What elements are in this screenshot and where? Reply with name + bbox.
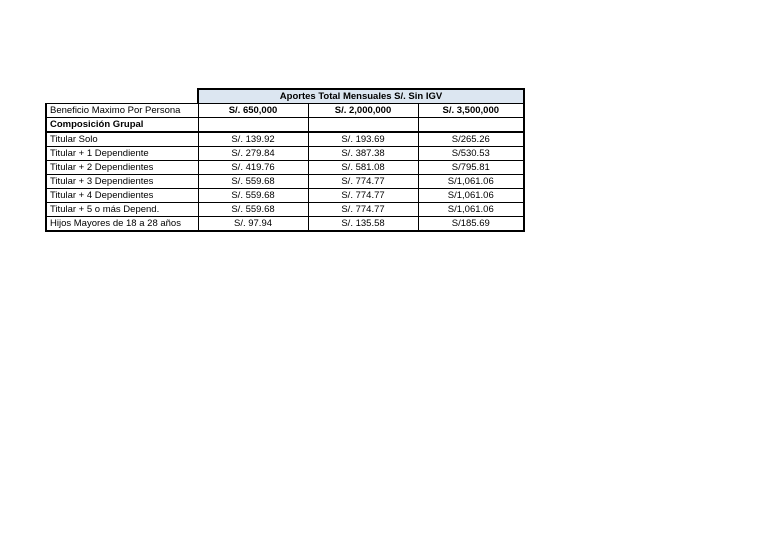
group-header-row — [46, 118, 524, 133]
row-label: Titular + 3 Dependientes — [46, 175, 198, 189]
row-value: S/. 581.08 — [308, 161, 418, 175]
table-row — [46, 147, 524, 161]
table-row — [46, 161, 524, 175]
empty-cell — [308, 118, 418, 133]
pricing-sheet — [45, 88, 523, 232]
row-value: S/. 419.76 — [198, 161, 308, 175]
row-value: S/. 774.77 — [308, 175, 418, 189]
group-label: Composición Grupal — [46, 118, 198, 133]
row-value: S/1,061.06 — [418, 189, 524, 203]
table-row — [46, 132, 524, 147]
row-value: S/. 139.92 — [198, 132, 308, 147]
row-label: Titular + 5 o más Depend. — [46, 203, 198, 217]
row-label: Hijos Mayores de 18 a 28 años — [46, 217, 198, 232]
benefit-label: Beneficio Maximo Por Persona — [46, 104, 198, 118]
row-value: S/265.26 — [418, 132, 524, 147]
row-value: S/. 279.84 — [198, 147, 308, 161]
table-row — [46, 203, 524, 217]
row-label: Titular + 2 Dependientes — [46, 161, 198, 175]
row-value: S/795.81 — [418, 161, 524, 175]
row-value: S/185.69 — [418, 217, 524, 232]
table-row — [46, 175, 524, 189]
blank-corner-cell — [46, 89, 198, 104]
row-value: S/. 559.68 — [198, 189, 308, 203]
benefit-value: S/. 650,000 — [198, 104, 308, 118]
row-value: S/1,061.06 — [418, 203, 524, 217]
row-label: Titular + 1 Dependiente — [46, 147, 198, 161]
table-header-title: Aportes Total Mensuales S/. Sin IGV — [198, 89, 524, 104]
header-row — [46, 89, 524, 104]
benefit-row — [46, 104, 524, 118]
row-value: S/530.53 — [418, 147, 524, 161]
pricing-table — [45, 88, 525, 232]
table-row — [46, 217, 524, 232]
row-value: S/. 559.68 — [198, 203, 308, 217]
empty-cell — [418, 118, 524, 133]
row-value: S/1,061.06 — [418, 175, 524, 189]
row-value: S/. 774.77 — [308, 203, 418, 217]
row-value: S/. 387.38 — [308, 147, 418, 161]
empty-cell — [198, 118, 308, 133]
row-label: Titular + 4 Dependientes — [46, 189, 198, 203]
row-label: Titular Solo — [46, 132, 198, 147]
table-row — [46, 189, 524, 203]
row-value: S/. 97.94 — [198, 217, 308, 232]
benefit-value: S/. 3,500,000 — [418, 104, 524, 118]
row-value: S/. 193.69 — [308, 132, 418, 147]
row-value: S/. 135.58 — [308, 217, 418, 232]
row-value: S/. 774.77 — [308, 189, 418, 203]
benefit-value: S/. 2,000,000 — [308, 104, 418, 118]
row-value: S/. 559.68 — [198, 175, 308, 189]
